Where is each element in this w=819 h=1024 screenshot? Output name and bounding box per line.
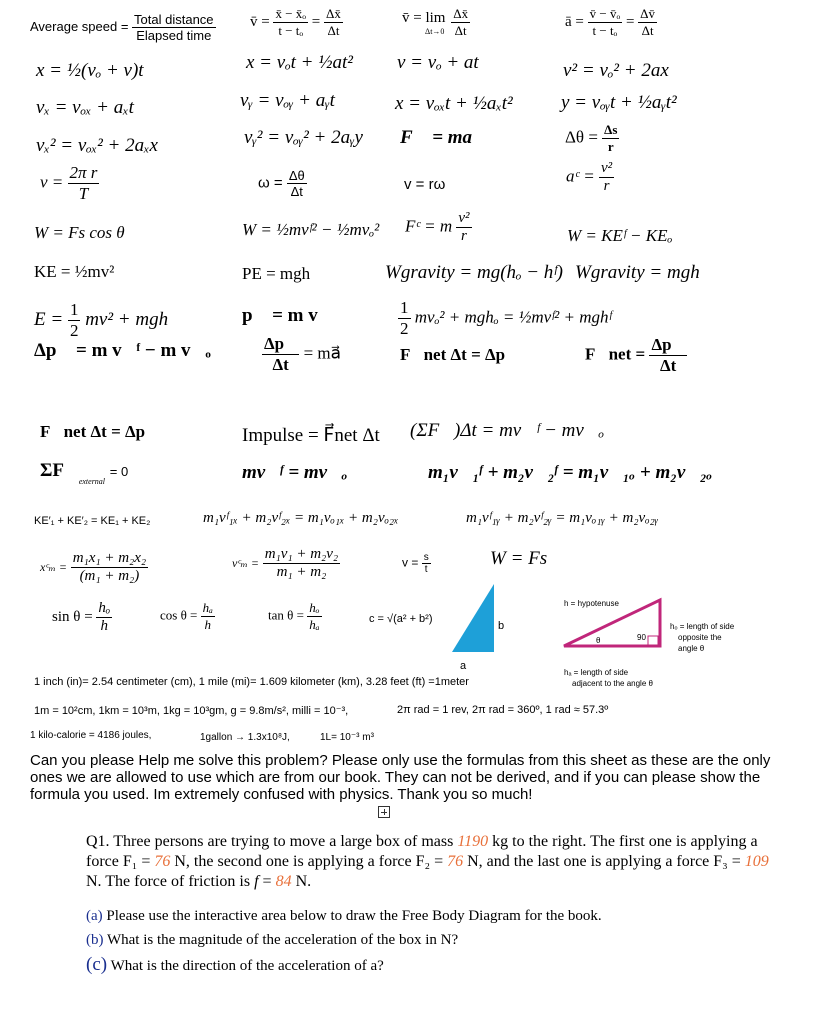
sin-den: h: [100, 618, 109, 634]
eq-sine: [52, 600, 112, 635]
ac-lhs: aᶜ =: [566, 166, 595, 186]
sin-num: hₒ: [98, 600, 111, 616]
eq-newton-second-law: F⃗ = ma⃗: [400, 127, 487, 148]
eq-work-fs: W = Fs: [490, 548, 548, 569]
eq-vx: vₓ = vₒₓ + aₓt: [36, 97, 134, 118]
eq-sum-external-force: [40, 460, 128, 486]
eq-pythagorean: c = √(a² + b²): [369, 613, 433, 625]
conversion-line-1: 1 inch (in)= 2.54 centimeter (cm), 1 mile (mi)= 1.609 kilometer (km), 3.28 feet (ft) =1meter: [34, 676, 469, 688]
hypotenuse-note: h = hypotenuse: [564, 599, 619, 608]
ho-note-line2: opposite the: [678, 633, 722, 642]
energy-rhs: mv² + mgh: [85, 308, 169, 330]
v-lim-block: [400, 10, 447, 36]
question-part-c: [86, 954, 384, 976]
friction-symbol: f: [254, 873, 259, 890]
right-triangle-blue: [450, 580, 500, 656]
vcm-num: m₁v₁ + m₂v₂: [264, 546, 339, 562]
sin-fraction: [96, 600, 112, 635]
force-3-value: 109: [744, 853, 769, 870]
dp-dt-rhs: = ma⃗: [303, 343, 342, 363]
help-request-text: Can you please Help me solve this problem? Please only use the formulas from this sheet as these are the only ones we are allowed to use which are from our book. They can not be derived, and if you can please show the formula you used. Im extremely confused with physics. Thank you so much!: [30, 752, 771, 803]
vst-num: s: [423, 552, 429, 563]
eq-fnet-dt: F⃗net Δt = Δp⃗: [400, 345, 519, 364]
v-period-den: T: [78, 184, 89, 203]
sum-f-ext-rhs: = 0: [109, 464, 129, 479]
eq-energy-conservation: [398, 298, 611, 339]
triangle-side-a: a: [460, 660, 467, 672]
eq-delta-momentum: Δp⃗ = m v⃗ᶠ − m v⃗ₒ: [34, 340, 211, 361]
avg-speed-fraction: [132, 12, 216, 43]
xcm-lhs: xᶜₘ =: [40, 559, 67, 574]
sum-f-ext-sub: external: [78, 477, 106, 486]
omega-num: Δθ: [288, 168, 305, 183]
dp-dt-fraction: [262, 334, 299, 375]
a-bar-den: t − tₒ: [592, 23, 618, 38]
avg-speed-numerator: Total distance: [134, 12, 214, 27]
conversion-gallon: 1gallon → 1.3x10⁸J,: [200, 732, 290, 743]
v-bar-den: t − tₒ: [278, 23, 304, 38]
question-text-6: N.: [295, 873, 312, 890]
vst-den: t: [424, 564, 428, 575]
friction-value: 84: [275, 873, 292, 890]
v-bar-lhs: v̄ =: [250, 13, 270, 30]
v-lim-sub: Δt→0: [425, 26, 445, 36]
dx-num: Δx̄: [326, 6, 341, 21]
cos-fraction: [201, 600, 215, 633]
eq-x-components: x = vₒₓt + ½aₓt²: [395, 93, 513, 114]
eq-y-components: y = vₒᵧt + ½aᵧt²: [561, 92, 677, 113]
ac-num: v²: [600, 160, 613, 176]
eq-work-energy: W = ½mvᶠ² − ½mvₒ²: [242, 220, 380, 239]
energy-lhs: E =: [34, 308, 64, 330]
ha-note-line2: adjacent to the angle θ: [572, 679, 653, 688]
eq-potential-energy: PE = mgh: [242, 264, 311, 283]
eq-x-momentum: m₁vᶠ₁ₓ + m₂vᶠ₂ₓ = m₁vₒ₁ₓ + m₂vₒ₂ₓ: [203, 510, 399, 526]
delta-theta-lhs: Δθ =: [565, 127, 598, 147]
force-2-value: 76: [447, 853, 464, 870]
v-lim-fraction: [451, 6, 470, 39]
opposite-side-note: [670, 621, 734, 654]
eq-x-kinematic: x = vₒt + ½at²: [246, 52, 353, 73]
xcm-fraction: [71, 550, 148, 585]
cos-den: h: [204, 617, 212, 632]
fc-den: r: [461, 228, 467, 244]
right-angle-label: 90: [637, 633, 646, 642]
average-velocity-formula: v̄ = $\frac{\text{x̄ − x̄ₒ}}{\text{t − tₒ}}$ = $\frac{\Delta x̄}{\Delta t}$: [250, 6, 341, 38]
eq-center-of-mass: [40, 550, 148, 585]
fnet-den: Δt: [659, 356, 677, 375]
eq-dp-dt: [262, 334, 341, 375]
cos-num: hₐ: [202, 600, 213, 615]
v-period-lhs: v =: [40, 172, 64, 192]
part-c-text: What is the direction of the acceleration of a?: [110, 958, 384, 974]
question-label: Q1.: [86, 833, 110, 850]
conversion-line-2: 1m = 10²cm, 1km = 10³m, 1kg = 10³gm, g = 9.8m/s², milli = 10⁻³,: [34, 705, 349, 717]
eq-y-momentum: m₁vᶠ₁ᵧ + m₂vᶠ₂ᵧ = m₁vₒ₁ᵧ + m₂vₒ₂ᵧ: [466, 510, 659, 526]
triangle-side-b: b: [498, 620, 505, 632]
eq-momentum: p⃗ = m v⃗: [242, 305, 333, 326]
eq-two-body-momentum: m₁v⃗₁ᶠ + m₂v⃗₂ᶠ = m₁v⃗₁ₒ + m₂v⃗₂ₒ: [428, 462, 713, 483]
ha-note-line1: hₐ = length of side: [564, 668, 629, 677]
part-a-text: Please use the interactive area below to draw the Free Body Diagram for the book.: [106, 908, 602, 924]
sum-f-ext: ΣF⃗: [40, 460, 79, 481]
vst-lhs: v =: [402, 555, 419, 570]
vcm-fraction: [263, 546, 340, 581]
eq-impulse: Impulse = F⃗net Δt: [242, 425, 380, 446]
sin-lhs: sin θ =: [52, 608, 93, 625]
xcm-den: (m₁ + m₂): [79, 568, 140, 584]
eq-vx-squared: vₓ² = vₒₓ² + 2aₓx: [36, 135, 158, 156]
avg-speed-label: Average speed =: [30, 18, 129, 34]
question-text-1: Three persons are trying to move a large box of mass: [113, 833, 454, 850]
conversion-kcal: 1 kilo-calorie = 4186 joules,: [30, 730, 152, 741]
energy-cons-text: mvₒ² + mghₒ = ½mvᶠ² + mghᶠ: [414, 307, 612, 327]
omega-fraction: [287, 168, 307, 199]
cos-lhs: cos θ =: [160, 607, 198, 623]
a-bar-num: v̄ − v̄ₒ: [589, 6, 621, 21]
eq-v-rw: v = rω: [404, 176, 446, 193]
eq-v-period: [40, 163, 99, 204]
instantaneous-velocity-formula: [400, 6, 470, 39]
fc-lhs: Fᶜ = m: [405, 216, 453, 236]
average-speed-formula: [30, 12, 216, 43]
eq-centripetal-accel: [566, 160, 614, 195]
part-b-letter: (b): [86, 932, 104, 948]
dv-dt-fraction: [638, 6, 657, 39]
conversion-line-2b: 2π rad = 1 rev, 2π rad = 360º, 1 rad ≈ 57.3º: [397, 704, 609, 716]
eq-v-squared: v² = vₒ² + 2ax: [563, 60, 669, 81]
eq-omega: [258, 168, 307, 199]
eq-work-ke: W = KEᶠ − KEₒ: [567, 226, 673, 245]
eq-total-energy: [34, 300, 168, 341]
eq-x-avg-velocity: x = ½(vₒ + v)t: [36, 60, 144, 81]
v-bar-fraction: [273, 6, 308, 39]
question-text-2: kg to the right. The first one is applying a force F₁ =: [86, 833, 758, 870]
eq-sum-force-dt: (ΣF⃗)Δt = mv⃗ᶠ − mv⃗ₒ: [410, 420, 604, 441]
dp-dt-num: Δp⃗: [264, 334, 298, 353]
eq-tangent: [268, 600, 322, 633]
vcm-lhs: vᶜₘ =: [232, 555, 259, 570]
energy-half: $\frac{1}{2}$: [69, 300, 79, 340]
question-q1: [86, 832, 786, 892]
v-lim-lhs: v̄ = lim: [402, 9, 446, 26]
delta-theta-fraction: [602, 122, 619, 155]
eq-cosine: [160, 600, 215, 633]
dv-num: Δv̄: [640, 6, 656, 21]
a-bar-fraction: [588, 6, 623, 39]
eq-work-gravity-1: Wgravity = mg(hₒ − hᶠ): [385, 262, 563, 283]
adjacent-side-note: [564, 667, 653, 689]
part-c-letter: (c): [86, 954, 108, 975]
v-period-fraction: [68, 163, 100, 204]
ho-note-line3: angle θ: [678, 644, 705, 653]
fnet-lhs: F⃗net =: [585, 344, 646, 364]
eq-ke-conservation: KE′₁ + KE′₂ = KE₁ + KE₂: [34, 515, 151, 527]
energy-cons-half: $\frac{1}{2}$: [400, 298, 409, 338]
eq-kinetic-energy: KE = ½mv²: [34, 262, 115, 281]
fc-num: v²: [458, 210, 470, 226]
tan-den: hₐ: [309, 617, 320, 632]
eq-work-gravity-2: Wgravity = mgh: [575, 262, 700, 283]
ac-den: r: [603, 178, 610, 194]
v-bar-num: x̄ − x̄ₒ: [275, 6, 307, 21]
eq-work: W = Fs cos θ: [34, 223, 125, 242]
eq-momentum-conservation: mv⃗ᶠ = mv⃗ₒ: [242, 462, 348, 483]
friction-equals: =: [262, 873, 272, 890]
omega-lhs: ω =: [258, 174, 283, 192]
fnet-fraction: [649, 335, 686, 376]
eq-centripetal-force: [405, 210, 472, 245]
v-period-num: 2π r: [69, 163, 98, 182]
fnet-num: Δp⃗: [651, 335, 685, 354]
tan-num: hₒ: [307, 600, 321, 617]
question-text-3: N, the second one is applying a force F₂ =: [174, 853, 444, 870]
xcm-num: m₁x₁ + m₂x₂: [72, 550, 147, 566]
expand-toggle-icon[interactable]: [378, 806, 390, 818]
delta-theta-num: Δs: [604, 122, 618, 137]
omega-den: Δt: [290, 184, 303, 199]
dp-dt-den: Δt: [272, 355, 289, 374]
part-a-letter: (a): [86, 908, 103, 924]
tan-lhs: tan θ =: [268, 607, 304, 623]
ac-fraction: [599, 160, 614, 195]
theta-angle-label: θ: [596, 636, 601, 645]
avg-speed-denominator: Elapsed time: [136, 28, 212, 43]
v-lim-den: Δt: [454, 23, 467, 38]
eq-v-kinematic: v = vₒ + at: [397, 52, 479, 73]
vcm-den: m₁ + m₂: [276, 564, 327, 580]
average-acceleration-formula: ā = $\frac{\text{v̄ − v̄ₒ}}{\text{t − tₒ}}$ = $\frac{\Delta v̄}{\Delta t}$: [565, 6, 656, 38]
question-text-5: N. The force of friction is: [86, 873, 251, 890]
eq-fnet: [585, 335, 687, 376]
mass-value: 1190: [457, 833, 489, 850]
eq-v-s-t: [402, 552, 431, 575]
eq-delta-theta: [565, 122, 619, 155]
conversion-liter: 1L= 10⁻³ m³: [320, 732, 374, 743]
tan-fraction: [307, 600, 321, 633]
eq-velocity-center-of-mass: [232, 546, 340, 581]
dv-den: Δt: [641, 23, 654, 38]
force-1-value: 76: [154, 853, 171, 870]
ho-note-line1: hₒ = length of side: [670, 622, 735, 631]
dt-den: Δt: [327, 23, 340, 38]
v-lim-num: Δx̄: [453, 6, 469, 21]
a-bar-lhs: ā =: [565, 13, 584, 30]
question-part-b: [86, 932, 458, 949]
eq-vy-squared: vᵧ² = vₒᵧ² + 2aᵧy: [244, 127, 363, 148]
question-part-a: [86, 908, 602, 925]
question-text-4: N, and the last one is applying a force F₃ =: [467, 853, 741, 870]
eq-impulse-momentum: F⃗net Δt = Δp⃗: [40, 422, 159, 441]
part-b-text: What is the magnitude of the acceleration of the box in N?: [106, 932, 459, 948]
vst-fraction: [422, 552, 431, 575]
eq-vy: vᵧ = vₒᵧ + aᵧt: [240, 90, 335, 111]
dx-dt-fraction: [324, 6, 343, 39]
delta-theta-den: r: [607, 139, 614, 154]
fc-fraction: [456, 210, 471, 245]
